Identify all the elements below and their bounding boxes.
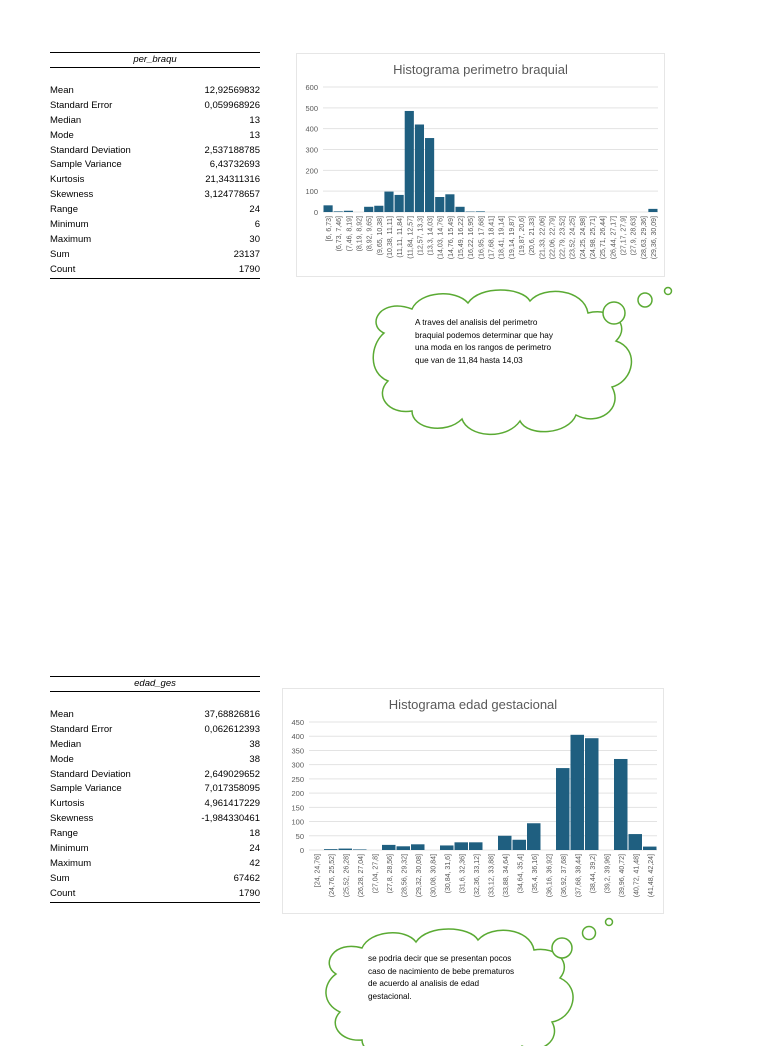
cloud-bubble-small bbox=[665, 288, 672, 295]
stat-value: 0,062612393 bbox=[205, 723, 260, 738]
cloud-bubble-small bbox=[606, 919, 613, 926]
x-tick-label: (17,68, 18,41] bbox=[489, 216, 496, 259]
x-tick-label: (8,19, 8,92] bbox=[357, 216, 364, 251]
x-tick-label: (23,52, 24,25] bbox=[570, 216, 577, 259]
stats-row bbox=[50, 203, 260, 218]
y-tick-label: 500 bbox=[305, 104, 318, 113]
stat-value: 24 bbox=[249, 842, 260, 857]
x-tick-label: (12,57, 13,3] bbox=[417, 216, 424, 255]
stat-label: Median bbox=[50, 738, 81, 753]
stats-row bbox=[50, 99, 260, 114]
bar bbox=[397, 846, 411, 850]
x-tick-label: (10,38, 11,11] bbox=[387, 216, 394, 258]
x-tick-label: (14,03, 14,76] bbox=[438, 216, 445, 259]
stat-label: Kurtosis bbox=[50, 173, 84, 188]
stats-row bbox=[50, 738, 260, 753]
stat-value: 13 bbox=[249, 114, 260, 129]
x-tick-label: (16,95, 17,68] bbox=[478, 216, 485, 259]
stat-value: 67462 bbox=[234, 872, 260, 887]
bar bbox=[425, 138, 434, 212]
x-tick-label: (19,87, 20,6] bbox=[519, 216, 526, 255]
y-tick-label: 50 bbox=[296, 832, 304, 841]
stat-label: Sum bbox=[50, 872, 70, 887]
stats-row bbox=[50, 723, 260, 738]
stat-value: 38 bbox=[249, 738, 260, 753]
stat-value: -1,984330461 bbox=[201, 812, 260, 827]
stat-label: Sample Variance bbox=[50, 158, 122, 173]
bar bbox=[556, 768, 570, 850]
x-tick-label: (27,8, 28,56] bbox=[387, 854, 394, 893]
histogram-perimetro-braquial bbox=[296, 53, 665, 277]
note-text: A traves del analisis del perimetro braquial podemos determinar que hay una moda en los rangos de perimetro que van de 11,84 hasta 14,03 bbox=[415, 317, 565, 367]
stats-row bbox=[50, 158, 260, 173]
stats-table-per-braqu bbox=[50, 52, 260, 279]
y-tick-label: 400 bbox=[305, 125, 318, 134]
stat-value: 7,017358095 bbox=[205, 782, 260, 797]
x-tick-label: (11,11, 11,84] bbox=[397, 216, 404, 258]
stat-label: Mode bbox=[50, 129, 74, 144]
x-tick-label: (26,44, 27,17] bbox=[610, 216, 617, 259]
stats-row bbox=[50, 812, 260, 827]
bar bbox=[498, 836, 512, 850]
stat-value: 6 bbox=[255, 218, 260, 233]
stats-row bbox=[50, 782, 260, 797]
bar bbox=[324, 849, 338, 850]
stat-label: Minimum bbox=[50, 842, 89, 857]
stat-label: Sample Variance bbox=[50, 782, 122, 797]
stat-label: Count bbox=[50, 887, 75, 902]
histogram-edad-gestacional bbox=[282, 688, 664, 914]
stats-row bbox=[50, 248, 260, 263]
stat-label: Mode bbox=[50, 753, 74, 768]
stat-label: Standard Deviation bbox=[50, 144, 131, 159]
y-tick-label: 0 bbox=[300, 846, 304, 855]
y-tick-label: 450 bbox=[291, 718, 304, 727]
stats-rows bbox=[50, 84, 260, 279]
x-tick-label: (27,04, 27,8] bbox=[372, 854, 379, 893]
x-tick-label: (15,49, 16,22] bbox=[458, 216, 465, 259]
bar bbox=[440, 845, 454, 850]
x-tick-label: (14,76, 15,49] bbox=[448, 216, 455, 259]
stats-row bbox=[50, 797, 260, 812]
bar bbox=[353, 849, 367, 850]
bar bbox=[324, 205, 333, 212]
stat-label: Count bbox=[50, 263, 75, 278]
bar bbox=[384, 192, 393, 212]
x-tick-label: [24, 24,76] bbox=[314, 854, 321, 887]
x-tick-label: (41,48, 42,24] bbox=[648, 854, 655, 897]
y-tick-label: 150 bbox=[291, 803, 304, 812]
bar bbox=[455, 842, 469, 850]
stat-value: 6,43732693 bbox=[210, 158, 260, 173]
stat-label: Maximum bbox=[50, 233, 91, 248]
stats-row bbox=[50, 84, 260, 99]
x-tick-label: (32,36, 33,12] bbox=[474, 854, 481, 897]
x-tick-label: (31,6, 32,36] bbox=[459, 854, 466, 893]
y-tick-label: 100 bbox=[305, 187, 318, 196]
x-tick-label: (22,79, 23,52] bbox=[560, 216, 567, 259]
stat-value: 18 bbox=[249, 827, 260, 842]
bar bbox=[435, 197, 444, 212]
stats-table-edad-ges bbox=[50, 676, 260, 903]
x-tick-label: (33,88, 34,64] bbox=[503, 854, 510, 897]
y-tick-label: 600 bbox=[305, 83, 318, 92]
x-tick-label: (6,73, 7,46] bbox=[336, 216, 343, 251]
stat-value: 13 bbox=[249, 129, 260, 144]
y-tick-label: 200 bbox=[305, 166, 318, 175]
stats-row bbox=[50, 827, 260, 842]
x-tick-label: [6, 6,73] bbox=[326, 216, 333, 241]
stat-value: 12,92569832 bbox=[205, 84, 260, 99]
x-tick-label: (16,22, 16,95] bbox=[468, 216, 475, 259]
stats-row bbox=[50, 233, 260, 248]
y-tick-label: 100 bbox=[291, 818, 304, 827]
x-tick-label: (35,4, 36,16] bbox=[532, 854, 539, 893]
bar bbox=[415, 125, 424, 213]
stat-value: 4,961417229 bbox=[205, 797, 260, 812]
bar bbox=[445, 194, 454, 212]
x-tick-label: (38,44, 39,2] bbox=[590, 854, 597, 893]
bar bbox=[364, 207, 373, 212]
x-tick-label: (26,28, 27,04] bbox=[358, 854, 365, 897]
stat-label: Standard Error bbox=[50, 99, 112, 114]
stat-label: Mean bbox=[50, 708, 74, 723]
bar bbox=[513, 840, 527, 850]
thought-cloud-note-braq bbox=[372, 285, 677, 445]
stat-label: Sum bbox=[50, 248, 70, 263]
stat-value: 2,537188785 bbox=[205, 144, 260, 159]
x-tick-label: (30,08, 30,84] bbox=[430, 854, 437, 897]
x-tick-label: (24,76, 25,52] bbox=[329, 854, 336, 897]
thought-cloud-note-ges bbox=[326, 916, 616, 1024]
stats-row bbox=[50, 708, 260, 723]
stat-label: Standard Error bbox=[50, 723, 112, 738]
stats-row bbox=[50, 218, 260, 233]
bar bbox=[527, 823, 541, 850]
x-tick-label: (25,52, 26,28] bbox=[343, 854, 350, 897]
x-tick-label: (34,64, 35,4] bbox=[517, 854, 524, 893]
y-tick-label: 300 bbox=[291, 761, 304, 770]
stat-label: Skewness bbox=[50, 812, 93, 827]
x-tick-label: (39,96, 40,72] bbox=[619, 854, 626, 897]
stat-value: 24 bbox=[249, 203, 260, 218]
y-tick-label: 300 bbox=[305, 146, 318, 155]
chart-svg bbox=[283, 689, 663, 913]
stats-header: per_braqu bbox=[50, 52, 260, 68]
x-tick-label: (36,16, 36,92] bbox=[546, 854, 553, 897]
x-tick-label: (13,3, 14,03] bbox=[428, 216, 435, 255]
y-tick-label: 350 bbox=[291, 746, 304, 755]
bar bbox=[571, 735, 585, 850]
x-tick-label: (20,6, 21,33] bbox=[529, 216, 536, 255]
x-tick-label: (28,63, 29,36] bbox=[641, 216, 648, 259]
bar bbox=[411, 844, 425, 850]
x-tick-label: (11,84, 12,57] bbox=[407, 216, 414, 259]
bar bbox=[405, 111, 414, 212]
bar bbox=[395, 195, 404, 212]
stats-row bbox=[50, 114, 260, 129]
x-tick-label: (8,92, 9,65] bbox=[367, 216, 374, 251]
x-tick-label: (30,84, 31,6] bbox=[445, 854, 452, 893]
bar bbox=[382, 845, 396, 850]
stat-value: 30 bbox=[249, 233, 260, 248]
chart-title: Histograma perimetro braquial bbox=[297, 62, 664, 77]
bar bbox=[455, 207, 464, 212]
stat-label: Minimum bbox=[50, 218, 89, 233]
x-tick-label: (18,41, 19,14] bbox=[499, 216, 506, 259]
x-tick-label: (29,32, 30,08] bbox=[416, 854, 423, 897]
stats-rows bbox=[50, 708, 260, 903]
x-tick-label: (39,2, 39,96] bbox=[604, 854, 611, 893]
stat-label: Median bbox=[50, 114, 81, 129]
bar bbox=[374, 206, 383, 212]
x-tick-label: (19,14, 19,87] bbox=[509, 216, 516, 259]
stat-value: 2,649029652 bbox=[205, 768, 260, 783]
cloud-bubble-medium bbox=[583, 927, 596, 940]
y-tick-label: 400 bbox=[291, 732, 304, 741]
stat-value: 23137 bbox=[234, 248, 260, 263]
stat-label: Maximum bbox=[50, 857, 91, 872]
stat-label: Range bbox=[50, 203, 78, 218]
x-tick-label: (33,12, 33,88] bbox=[488, 854, 495, 897]
bar bbox=[469, 842, 483, 850]
stats-row bbox=[50, 753, 260, 768]
x-tick-label: (40,72, 41,48] bbox=[633, 854, 640, 897]
x-tick-label: (24,98, 25,71] bbox=[590, 216, 597, 259]
stats-row bbox=[50, 887, 260, 903]
stat-value: 1790 bbox=[239, 263, 260, 278]
stat-value: 0,059968926 bbox=[205, 99, 260, 114]
stats-row bbox=[50, 857, 260, 872]
chart-title: Histograma edad gestacional bbox=[283, 697, 663, 712]
stat-label: Kurtosis bbox=[50, 797, 84, 812]
stat-value: 3,124778657 bbox=[205, 188, 260, 203]
x-tick-label: (22,06, 22,79] bbox=[549, 216, 556, 259]
stats-row bbox=[50, 842, 260, 857]
stats-row bbox=[50, 188, 260, 203]
bar bbox=[334, 211, 343, 212]
cloud-bubble-large bbox=[552, 938, 572, 958]
stat-label: Range bbox=[50, 827, 78, 842]
x-tick-label: (9,65, 10,38] bbox=[377, 216, 384, 255]
stat-label: Standard Deviation bbox=[50, 768, 131, 783]
bar bbox=[643, 847, 657, 850]
x-tick-label: (27,17, 27,9] bbox=[620, 216, 627, 255]
cloud-bubble-medium bbox=[638, 293, 652, 307]
stats-row bbox=[50, 173, 260, 188]
x-tick-label: (36,92, 37,68] bbox=[561, 854, 568, 897]
stat-label: Mean bbox=[50, 84, 74, 99]
stat-label: Skewness bbox=[50, 188, 93, 203]
x-tick-label: (24,25, 24,98] bbox=[580, 216, 587, 259]
stats-header: edad_ges bbox=[50, 676, 260, 692]
bar bbox=[629, 834, 643, 850]
bar bbox=[476, 211, 485, 212]
bar bbox=[585, 738, 599, 850]
x-tick-label: (21,33, 22,06] bbox=[539, 216, 546, 259]
stat-value: 1790 bbox=[239, 887, 260, 902]
y-tick-label: 250 bbox=[291, 775, 304, 784]
bar bbox=[648, 209, 657, 212]
stats-row bbox=[50, 872, 260, 887]
y-tick-label: 0 bbox=[314, 208, 318, 217]
bar bbox=[344, 211, 353, 212]
bar bbox=[339, 849, 353, 850]
chart-svg bbox=[297, 54, 664, 276]
stat-value: 37,68826816 bbox=[205, 708, 260, 723]
x-tick-label: (28,56, 29,32] bbox=[401, 854, 408, 897]
x-tick-label: (37,68, 38,44] bbox=[575, 854, 582, 897]
stats-row bbox=[50, 768, 260, 783]
x-tick-label: (25,71, 26,44] bbox=[600, 216, 607, 259]
x-tick-label: (7,46, 8,19] bbox=[346, 216, 353, 251]
cloud-bubble-large bbox=[603, 302, 625, 324]
stat-value: 38 bbox=[249, 753, 260, 768]
x-tick-label: (27,9, 28,63] bbox=[631, 216, 638, 255]
x-tick-label: (29,36, 30,09] bbox=[651, 216, 658, 259]
stat-value: 42 bbox=[249, 857, 260, 872]
stats-row bbox=[50, 263, 260, 279]
y-tick-label: 200 bbox=[291, 789, 304, 798]
stats-row bbox=[50, 144, 260, 159]
stats-row bbox=[50, 129, 260, 144]
bar bbox=[614, 759, 628, 850]
note-text: se podria decir que se presentan pocos caso de nacimiento de bebe prematuros de acuerdo al analisis de edad gestacional. bbox=[368, 953, 518, 1003]
stat-value: 21,34311316 bbox=[205, 173, 260, 188]
